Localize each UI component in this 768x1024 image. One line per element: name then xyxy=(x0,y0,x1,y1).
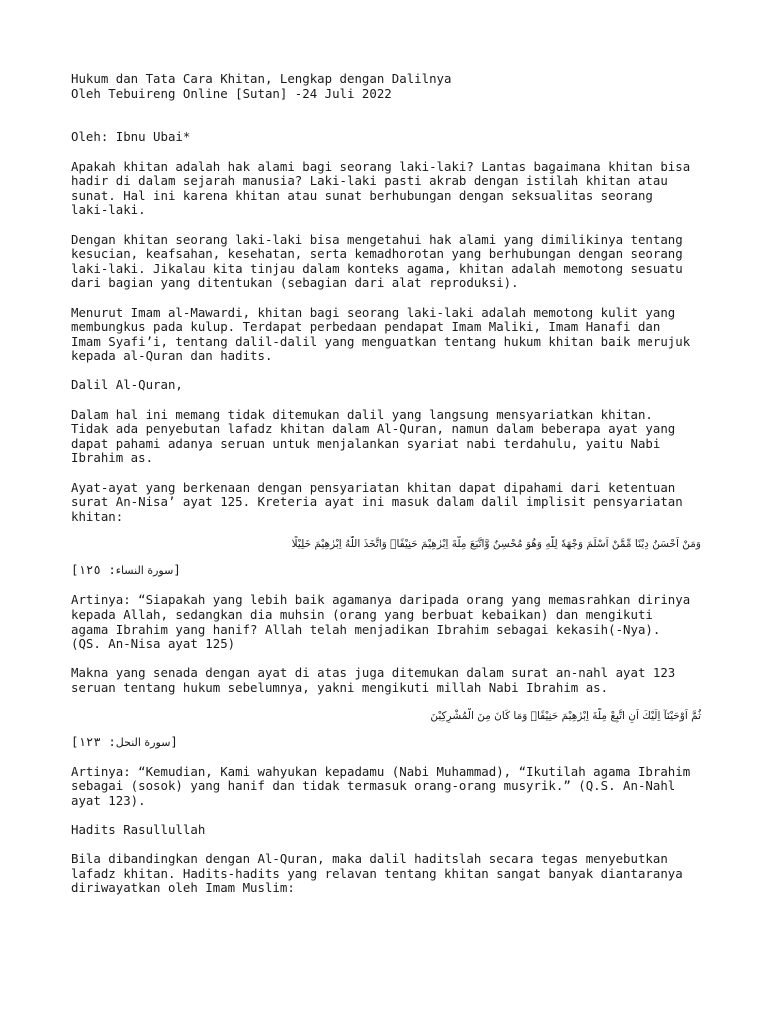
paragraph-intro: Apakah khitan adalah hak alami bagi seorang laki-laki? Lantas bagaimana khitan bisa hadir di dalam sejarah manusia? Laki-laki pasti akrab dengan istilah khitan atau sunat. Hal ini karena khitan atau sunat berhubungan dengan seksualitas seorang laki-laki. xyxy=(71,158,691,218)
document-title: Hukum dan Tata Cara Khitan, Lengkap dengan Dalilnya xyxy=(71,71,452,86)
paragraph-an-nahl-intro: Makna yang senada dengan ayat di atas juga ditemukan dalam surat an-nahl ayat 123 seruan tentang hukum sebelumnya, yakni mengikuti millah Nabi Ibrahim as. xyxy=(71,665,676,695)
ayah-reference-an-nisa: [ سورة النساء: ١٢٥] xyxy=(71,562,181,578)
paragraph-mawardi: Menurut Imam al-Mawardi, khitan bagi seorang laki-laki adalah memotong kulit yang membungkus pada kulup. Terdapat perbedaan pendapat Imam Maliki, Imam Hanafi dan Imam Syafi’i, tentang dalil-dalil yang menguatkan tentang hukum khitan baik merujuk kepada al-Quran dan hadits. xyxy=(71,304,691,364)
spacer xyxy=(71,116,701,131)
paragraph-no-explicit-dalil: Dalam hal ini memang tidak ditemukan dalil yang langsung mensyariatkan khitan. Tidak ada penyebutan lafadz khitan dalam Al-Quran, namun dalam beberapa ayat yang dapat pahami adanya seruan untuk menjalankan syariat nabi terdahulu, yaitu Nabi Ibrahim as. xyxy=(71,406,676,466)
paragraph-definition: Dengan khitan seorang laki-laki bisa mengetahui hak alami yang dimilikinya tentang kesucian, keafsahan, kesehatan, serta kemadhorotan yang berhubungan dengan seorang laki-laki. Jikalau kita tinjau dalam konteks agama, khitan adalah memotong sesuatu dari bagian yang ditentukan (sebagian dari alat reproduksi). xyxy=(71,231,683,291)
author-line: Oleh: Ibnu Ubai* xyxy=(71,129,191,145)
ayah-an-nisa-125: وَمَنْ اَحْسَنُ دِيْنًا مِّمَّنْ اَسْلَمَ وَجْهَهٗ لِلّٰهِ وَهُوَ مُحْسِنٌ وَّاتَّبَعَ مِلَّةَ اِبْرٰهِيْمَ حَنِيْفًاۗ وَاتَّخَذَ اللّٰهُ اِبْرٰهِيْمَ خَلِيْلًا xyxy=(291,538,701,551)
heading-hadits: Hadits Rasullullah xyxy=(71,821,206,837)
ayah-an-nahl-123: ثُمَّ اَوْحَيْنَآ اِلَيْكَ اَنِ اتَّبِعْ مِلَّةَ اِبْرٰهِيْمَ حَنِيْفًاۗ وَمَا كَانَ مِنَ الْمُشْرِكِيْنَ xyxy=(430,709,701,722)
document-page xyxy=(71,72,701,911)
heading-dalil-quran: Dalil Al-Quran, xyxy=(71,377,183,393)
document-byline: Oleh Tebuireng Online [Sutan] -24 Juli 2022 xyxy=(71,85,392,101)
paragraph-hadits-intro: Bila dibandingkan dengan Al-Quran, maka dalil haditslah secara tegas menyebutkan lafadz khitan. Hadits-hadits yang relavan tentang khitan sangat banyak diantaranya diriwayatkan oleh Imam Muslim: xyxy=(71,851,683,896)
translation-an-nisa: Artinya: “Siapakah yang lebih baik agamanya daripada orang yang memasrahkan dirinya kepada Allah, sedangkan dia muhsin (orang yang berbuat kebaikan) dan mengikuti agama Ibrahim yang hanif? Allah telah menjadikan Ibrahim sebagai kekasih(-Nya). (QS. An-Nisa ayat 125) xyxy=(71,592,691,652)
translation-an-nahl: Artinya: “Kemudian, Kami wahyukan kepadamu (Nabi Muhammad), “Ikutilah agama Ibrahim sebagai (sosok) yang hanif dan tidak termasuk orang-orang musyrik.” (Q.S. An-Nahl ayat 123). xyxy=(71,763,691,808)
ayah-reference-an-nahl: [ سورة النحل: ١٢٣] xyxy=(71,733,178,749)
paragraph-an-nisa-intro: Ayat-ayat yang berkenaan dengan pensyariatan khitan dapat dipahami dari ketentuan surat An-Nisa’ ayat 125. Kreteria ayat ini masuk dalam dalil implisit pensyariatan khitan: xyxy=(71,479,683,524)
